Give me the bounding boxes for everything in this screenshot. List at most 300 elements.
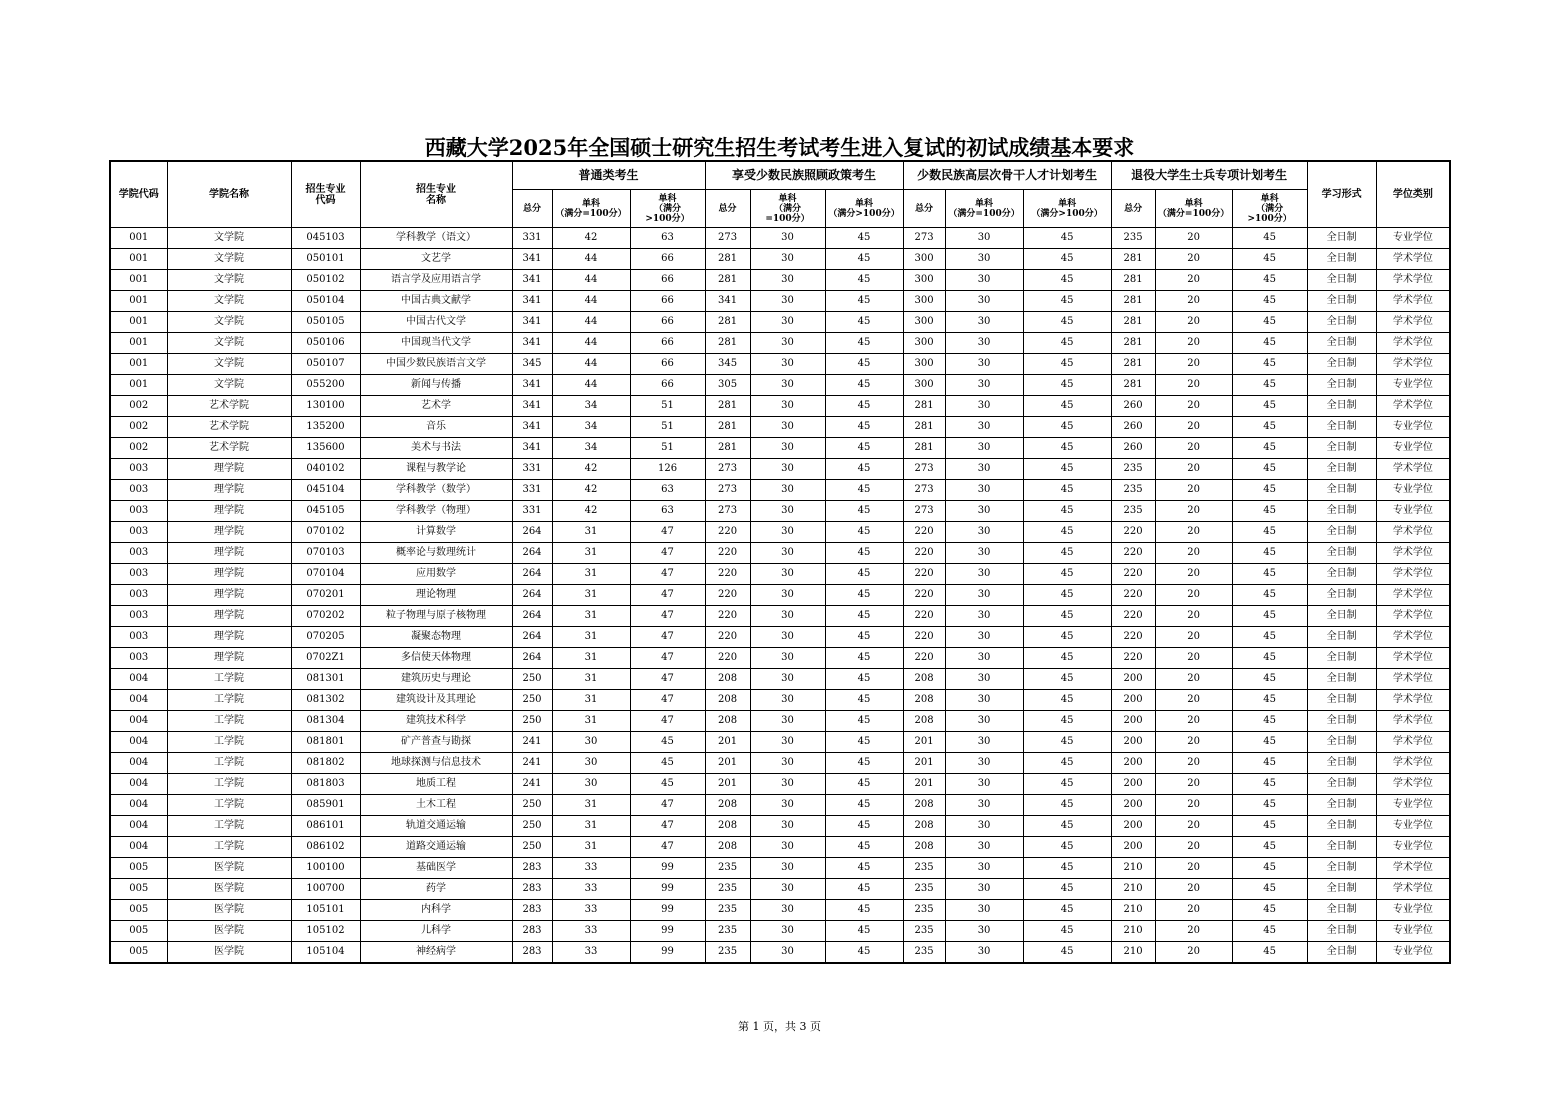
table-row (110, 690, 1450, 711)
cell-degree-type: 学术学位 (1376, 585, 1450, 606)
cell-minority-single-100: 30 (750, 291, 825, 312)
cell-veteran-single-over-100: 45 (1232, 291, 1307, 312)
table-row (110, 816, 1450, 837)
cell-talent-total: 220 (903, 606, 945, 627)
cell-veteran-single-over-100: 45 (1232, 354, 1307, 375)
cell-minority-total: 208 (705, 711, 750, 732)
cell-veteran-single-100: 20 (1155, 816, 1232, 837)
cell-talent-single-100: 30 (945, 942, 1023, 964)
cell-degree-type: 学术学位 (1376, 648, 1450, 669)
cell-talent-single-over-100: 45 (1023, 795, 1111, 816)
cell-regular-total: 341 (512, 375, 552, 396)
cell-veteran-total: 200 (1111, 837, 1155, 858)
cell-minority-single-100: 30 (750, 921, 825, 942)
header-sub-total: 总分 (903, 190, 945, 228)
cell-study-mode: 全日制 (1307, 396, 1376, 417)
cell-college-name: 医学院 (167, 879, 291, 900)
table-row (110, 669, 1450, 690)
cell-study-mode: 全日制 (1307, 837, 1376, 858)
cell-regular-total: 331 (512, 228, 552, 249)
cell-major-name: 学科教学（物理） (360, 501, 512, 522)
cell-veteran-total: 235 (1111, 501, 1155, 522)
cell-degree-type: 学术学位 (1376, 669, 1450, 690)
cell-talent-single-over-100: 45 (1023, 858, 1111, 879)
cell-college-code: 004 (110, 816, 167, 837)
cell-talent-single-100: 30 (945, 627, 1023, 648)
cell-major-code: 135200 (291, 417, 360, 438)
cell-study-mode: 全日制 (1307, 669, 1376, 690)
cell-talent-single-over-100: 45 (1023, 879, 1111, 900)
cell-minority-single-over-100: 45 (825, 606, 903, 627)
cell-talent-total: 281 (903, 438, 945, 459)
cell-major-code: 045105 (291, 501, 360, 522)
cell-major-code: 085901 (291, 795, 360, 816)
cell-degree-type: 学术学位 (1376, 606, 1450, 627)
cell-degree-type: 学术学位 (1376, 333, 1450, 354)
cell-talent-single-100: 30 (945, 564, 1023, 585)
cell-veteran-single-over-100: 45 (1232, 606, 1307, 627)
cell-regular-single-100: 30 (552, 732, 630, 753)
cell-minority-single-100: 30 (750, 354, 825, 375)
cell-talent-single-100: 30 (945, 648, 1023, 669)
cell-college-name: 医学院 (167, 858, 291, 879)
cell-major-name: 土木工程 (360, 795, 512, 816)
cell-regular-single-over-100: 99 (630, 921, 705, 942)
header-sub-single-over-100: 单科 （满分>100分） (825, 190, 903, 228)
cell-veteran-single-over-100: 45 (1232, 564, 1307, 585)
cell-degree-type: 学术学位 (1376, 690, 1450, 711)
cell-college-code: 003 (110, 585, 167, 606)
cell-talent-single-over-100: 45 (1023, 774, 1111, 795)
cell-regular-total: 264 (512, 564, 552, 585)
cell-minority-total: 305 (705, 375, 750, 396)
cell-college-code: 005 (110, 900, 167, 921)
cell-degree-type: 专业学位 (1376, 816, 1450, 837)
cell-minority-single-over-100: 45 (825, 501, 903, 522)
cell-regular-single-100: 44 (552, 291, 630, 312)
header-sub-single-over-100: 单科 （满分>100分） (1023, 190, 1111, 228)
cell-college-code: 001 (110, 312, 167, 333)
cell-regular-single-over-100: 126 (630, 459, 705, 480)
cell-college-code: 001 (110, 333, 167, 354)
cell-major-code: 055200 (291, 375, 360, 396)
cell-veteran-single-over-100: 45 (1232, 312, 1307, 333)
cell-minority-single-over-100: 45 (825, 669, 903, 690)
cell-talent-total: 300 (903, 249, 945, 270)
cell-regular-single-100: 42 (552, 459, 630, 480)
cell-minority-total: 208 (705, 837, 750, 858)
cell-talent-total: 273 (903, 459, 945, 480)
cell-regular-single-100: 31 (552, 627, 630, 648)
cell-minority-single-over-100: 45 (825, 270, 903, 291)
cell-minority-single-over-100: 45 (825, 879, 903, 900)
cell-minority-single-over-100: 45 (825, 753, 903, 774)
cell-minority-single-100: 30 (750, 459, 825, 480)
cell-talent-total: 300 (903, 354, 945, 375)
cell-study-mode: 全日制 (1307, 711, 1376, 732)
cell-veteran-single-100: 20 (1155, 396, 1232, 417)
cell-minority-total: 208 (705, 669, 750, 690)
cell-college-name: 理学院 (167, 648, 291, 669)
cell-regular-total: 250 (512, 690, 552, 711)
cell-minority-single-100: 30 (750, 606, 825, 627)
cell-talent-total: 273 (903, 501, 945, 522)
cell-talent-total: 281 (903, 396, 945, 417)
cell-regular-single-over-100: 47 (630, 795, 705, 816)
cell-regular-single-over-100: 45 (630, 732, 705, 753)
cell-degree-type: 专业学位 (1376, 921, 1450, 942)
cell-study-mode: 全日制 (1307, 522, 1376, 543)
cell-minority-single-over-100: 45 (825, 711, 903, 732)
cell-college-name: 工学院 (167, 795, 291, 816)
cell-minority-single-100: 30 (750, 627, 825, 648)
table-row (110, 648, 1450, 669)
cell-talent-single-over-100: 45 (1023, 417, 1111, 438)
cell-college-name: 工学院 (167, 837, 291, 858)
table-row (110, 774, 1450, 795)
cell-minority-single-100: 30 (750, 732, 825, 753)
cell-minority-single-100: 30 (750, 648, 825, 669)
cell-minority-total: 201 (705, 774, 750, 795)
cell-college-code: 003 (110, 480, 167, 501)
cell-talent-single-100: 30 (945, 585, 1023, 606)
cell-degree-type: 学术学位 (1376, 711, 1450, 732)
cell-veteran-total: 210 (1111, 858, 1155, 879)
cell-major-name: 学科教学（语文） (360, 228, 512, 249)
header-group-minority-talent: 少数民族高层次骨干人才计划考生 (903, 161, 1111, 190)
cell-regular-single-100: 42 (552, 480, 630, 501)
cell-minority-single-over-100: 45 (825, 564, 903, 585)
cell-regular-total: 250 (512, 669, 552, 690)
cell-regular-total: 250 (512, 711, 552, 732)
cell-regular-total: 283 (512, 900, 552, 921)
cell-minority-total: 235 (705, 858, 750, 879)
cell-veteran-total: 200 (1111, 711, 1155, 732)
cell-veteran-single-over-100: 45 (1232, 438, 1307, 459)
cell-college-name: 文学院 (167, 312, 291, 333)
cell-study-mode: 全日制 (1307, 690, 1376, 711)
cell-talent-single-over-100: 45 (1023, 543, 1111, 564)
cell-veteran-single-over-100: 45 (1232, 543, 1307, 564)
cell-minority-single-over-100: 45 (825, 249, 903, 270)
table-row (110, 921, 1450, 942)
cell-regular-total: 283 (512, 942, 552, 964)
cell-talent-single-100: 30 (945, 795, 1023, 816)
cell-study-mode: 全日制 (1307, 900, 1376, 921)
cell-regular-single-over-100: 51 (630, 438, 705, 459)
cell-regular-total: 241 (512, 753, 552, 774)
cell-major-code: 086101 (291, 816, 360, 837)
header-row-group (110, 161, 1450, 190)
table-body (110, 228, 1450, 964)
cell-regular-single-over-100: 66 (630, 249, 705, 270)
cell-talent-single-100: 30 (945, 732, 1023, 753)
cell-minority-single-100: 30 (750, 543, 825, 564)
cell-veteran-single-over-100: 45 (1232, 585, 1307, 606)
cell-talent-single-100: 30 (945, 417, 1023, 438)
table-row (110, 312, 1450, 333)
cell-college-name: 理学院 (167, 459, 291, 480)
cell-minority-single-over-100: 45 (825, 480, 903, 501)
cell-veteran-single-100: 20 (1155, 606, 1232, 627)
cell-regular-single-over-100: 99 (630, 900, 705, 921)
cell-college-name: 工学院 (167, 732, 291, 753)
cell-veteran-total: 200 (1111, 753, 1155, 774)
cell-veteran-single-100: 20 (1155, 417, 1232, 438)
cell-major-code: 081301 (291, 669, 360, 690)
header-group-regular: 普通类考生 (512, 161, 705, 190)
cell-veteran-total: 220 (1111, 585, 1155, 606)
cell-veteran-single-100: 20 (1155, 375, 1232, 396)
cell-major-name: 建筑历史与理论 (360, 669, 512, 690)
cell-regular-single-over-100: 47 (630, 837, 705, 858)
cell-veteran-single-over-100: 45 (1232, 522, 1307, 543)
cell-regular-single-over-100: 66 (630, 270, 705, 291)
cell-veteran-total: 220 (1111, 606, 1155, 627)
table-row (110, 417, 1450, 438)
cell-major-code: 050107 (291, 354, 360, 375)
cell-major-name: 新闻与传播 (360, 375, 512, 396)
cell-minority-single-100: 30 (750, 270, 825, 291)
cell-minority-single-100: 30 (750, 900, 825, 921)
cell-minority-single-over-100: 45 (825, 438, 903, 459)
cell-minority-single-over-100: 45 (825, 417, 903, 438)
cell-major-name: 学科教学（数学） (360, 480, 512, 501)
cell-college-name: 文学院 (167, 249, 291, 270)
cell-degree-type: 专业学位 (1376, 942, 1450, 964)
cell-regular-total: 264 (512, 627, 552, 648)
cell-minority-single-100: 30 (750, 690, 825, 711)
cell-minority-total: 281 (705, 396, 750, 417)
cell-minority-single-100: 30 (750, 522, 825, 543)
cell-regular-single-over-100: 47 (630, 564, 705, 585)
cell-minority-total: 208 (705, 795, 750, 816)
cell-veteran-total: 260 (1111, 417, 1155, 438)
cell-major-code: 070205 (291, 627, 360, 648)
cell-minority-single-over-100: 45 (825, 942, 903, 964)
cell-regular-single-over-100: 47 (630, 522, 705, 543)
cell-minority-single-over-100: 45 (825, 291, 903, 312)
table-row (110, 375, 1450, 396)
cell-regular-single-over-100: 47 (630, 606, 705, 627)
cell-college-name: 艺术学院 (167, 438, 291, 459)
cell-minority-single-over-100: 45 (825, 627, 903, 648)
cell-regular-single-100: 31 (552, 543, 630, 564)
cell-college-code: 003 (110, 627, 167, 648)
cell-college-code: 005 (110, 858, 167, 879)
cell-degree-type: 学术学位 (1376, 291, 1450, 312)
cell-veteran-single-over-100: 45 (1232, 711, 1307, 732)
cell-regular-single-100: 33 (552, 858, 630, 879)
cell-veteran-total: 281 (1111, 270, 1155, 291)
cell-veteran-single-100: 20 (1155, 522, 1232, 543)
cell-talent-single-100: 30 (945, 228, 1023, 249)
cell-talent-total: 235 (903, 921, 945, 942)
cell-minority-single-100: 30 (750, 795, 825, 816)
cell-veteran-single-100: 20 (1155, 858, 1232, 879)
cell-regular-single-over-100: 47 (630, 585, 705, 606)
cell-veteran-single-over-100: 45 (1232, 795, 1307, 816)
header-sub-single-over-100: 单科 （满分 >100分） (1232, 190, 1307, 228)
cell-major-name: 地球探测与信息技术 (360, 753, 512, 774)
cell-college-name: 文学院 (167, 270, 291, 291)
cell-study-mode: 全日制 (1307, 774, 1376, 795)
cell-major-code: 135600 (291, 438, 360, 459)
cell-regular-single-100: 44 (552, 333, 630, 354)
cell-college-code: 001 (110, 249, 167, 270)
cell-major-name: 儿科学 (360, 921, 512, 942)
cell-veteran-single-over-100: 45 (1232, 417, 1307, 438)
table-row (110, 501, 1450, 522)
cell-regular-total: 341 (512, 270, 552, 291)
cell-study-mode: 全日制 (1307, 816, 1376, 837)
cell-veteran-single-over-100: 45 (1232, 648, 1307, 669)
cell-regular-single-100: 31 (552, 564, 630, 585)
cell-study-mode: 全日制 (1307, 501, 1376, 522)
cell-major-name: 轨道交通运输 (360, 816, 512, 837)
cell-major-code: 045104 (291, 480, 360, 501)
cell-major-name: 地质工程 (360, 774, 512, 795)
cell-major-code: 105102 (291, 921, 360, 942)
cell-college-name: 文学院 (167, 291, 291, 312)
cell-regular-total: 283 (512, 858, 552, 879)
cell-regular-single-over-100: 45 (630, 753, 705, 774)
cell-talent-single-over-100: 45 (1023, 501, 1111, 522)
table-row (110, 627, 1450, 648)
cell-regular-single-over-100: 66 (630, 312, 705, 333)
cell-major-name: 音乐 (360, 417, 512, 438)
cell-regular-single-100: 42 (552, 501, 630, 522)
cell-veteran-single-over-100: 45 (1232, 837, 1307, 858)
cell-veteran-single-over-100: 45 (1232, 732, 1307, 753)
cell-study-mode: 全日制 (1307, 291, 1376, 312)
cell-college-code: 003 (110, 564, 167, 585)
cell-college-name: 工学院 (167, 816, 291, 837)
cell-minority-single-100: 30 (750, 480, 825, 501)
cell-major-name: 艺术学 (360, 396, 512, 417)
cell-college-code: 004 (110, 753, 167, 774)
cell-study-mode: 全日制 (1307, 438, 1376, 459)
cell-study-mode: 全日制 (1307, 312, 1376, 333)
cell-college-code: 003 (110, 606, 167, 627)
cell-talent-single-over-100: 45 (1023, 942, 1111, 964)
cell-veteran-single-100: 20 (1155, 732, 1232, 753)
cell-college-code: 004 (110, 774, 167, 795)
table-row (110, 459, 1450, 480)
cell-regular-total: 341 (512, 396, 552, 417)
cell-college-name: 理学院 (167, 522, 291, 543)
cell-talent-total: 220 (903, 564, 945, 585)
cell-college-name: 工学院 (167, 753, 291, 774)
header-sub-total: 总分 (705, 190, 750, 228)
cell-minority-total: 235 (705, 921, 750, 942)
cell-talent-single-100: 30 (945, 522, 1023, 543)
cell-talent-total: 220 (903, 522, 945, 543)
cell-regular-single-over-100: 51 (630, 417, 705, 438)
cell-minority-total: 220 (705, 585, 750, 606)
cell-college-name: 理学院 (167, 543, 291, 564)
cell-regular-total: 250 (512, 816, 552, 837)
cell-degree-type: 学术学位 (1376, 858, 1450, 879)
cell-study-mode: 全日制 (1307, 270, 1376, 291)
table-row (110, 522, 1450, 543)
cell-major-code: 050102 (291, 270, 360, 291)
cell-degree-type: 专业学位 (1376, 375, 1450, 396)
cell-veteran-single-over-100: 45 (1232, 249, 1307, 270)
cell-veteran-total: 210 (1111, 900, 1155, 921)
cell-minority-single-over-100: 45 (825, 375, 903, 396)
cell-study-mode: 全日制 (1307, 879, 1376, 900)
cell-veteran-total: 210 (1111, 921, 1155, 942)
cell-college-code: 003 (110, 522, 167, 543)
cell-college-name: 艺术学院 (167, 417, 291, 438)
cell-study-mode: 全日制 (1307, 375, 1376, 396)
header-sub-total: 总分 (512, 190, 552, 228)
cell-veteran-single-100: 20 (1155, 753, 1232, 774)
cell-minority-single-over-100: 45 (825, 312, 903, 333)
cell-college-name: 理学院 (167, 606, 291, 627)
cell-regular-total: 345 (512, 354, 552, 375)
cell-regular-single-over-100: 47 (630, 648, 705, 669)
cell-minority-single-over-100: 45 (825, 690, 903, 711)
cell-degree-type: 学术学位 (1376, 396, 1450, 417)
cell-study-mode: 全日制 (1307, 732, 1376, 753)
cell-veteran-single-100: 20 (1155, 627, 1232, 648)
cell-veteran-total: 200 (1111, 795, 1155, 816)
cell-major-code: 050105 (291, 312, 360, 333)
cell-veteran-single-100: 20 (1155, 774, 1232, 795)
cell-minority-total: 281 (705, 417, 750, 438)
cell-regular-single-over-100: 47 (630, 690, 705, 711)
cell-veteran-single-100: 20 (1155, 249, 1232, 270)
table-row (110, 249, 1450, 270)
cell-major-code: 070201 (291, 585, 360, 606)
header-sub-single-100: 单科 （满分=100分） (945, 190, 1023, 228)
cell-veteran-total: 281 (1111, 249, 1155, 270)
cell-talent-total: 273 (903, 228, 945, 249)
cell-degree-type: 专业学位 (1376, 795, 1450, 816)
cell-major-code: 081302 (291, 690, 360, 711)
cell-minority-total: 208 (705, 816, 750, 837)
cell-major-name: 计算数学 (360, 522, 512, 543)
cell-major-name: 应用数学 (360, 564, 512, 585)
table-row (110, 354, 1450, 375)
cell-talent-single-over-100: 45 (1023, 669, 1111, 690)
cell-major-code: 045103 (291, 228, 360, 249)
cell-talent-single-over-100: 45 (1023, 564, 1111, 585)
cell-minority-single-over-100: 45 (825, 921, 903, 942)
cell-minority-total: 235 (705, 879, 750, 900)
cell-regular-single-100: 31 (552, 837, 630, 858)
cell-regular-single-100: 31 (552, 606, 630, 627)
cell-talent-single-100: 30 (945, 291, 1023, 312)
cell-regular-single-over-100: 47 (630, 669, 705, 690)
header-sub-total: 总分 (1111, 190, 1155, 228)
cell-college-code: 004 (110, 690, 167, 711)
cell-regular-single-100: 34 (552, 396, 630, 417)
cell-talent-total: 201 (903, 774, 945, 795)
cell-major-name: 矿产普查与勘探 (360, 732, 512, 753)
cell-veteran-total: 220 (1111, 564, 1155, 585)
cell-regular-total: 264 (512, 522, 552, 543)
cell-major-code: 070103 (291, 543, 360, 564)
table-row (110, 396, 1450, 417)
cell-regular-single-100: 30 (552, 753, 630, 774)
cell-talent-single-100: 30 (945, 375, 1023, 396)
header-sub-single-100: 单科 （满分=100分） (552, 190, 630, 228)
cell-major-code: 070102 (291, 522, 360, 543)
cell-regular-single-over-100: 47 (630, 627, 705, 648)
